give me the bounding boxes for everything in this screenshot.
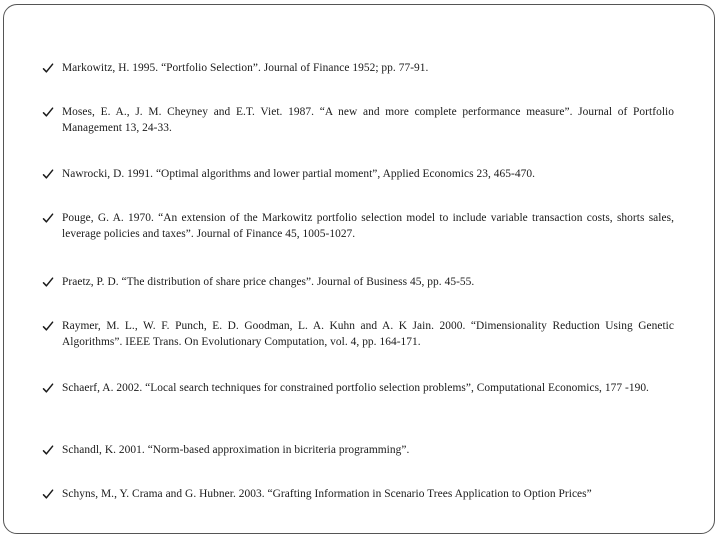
check-mark-icon [42,276,54,288]
reference-item [42,274,674,290]
check-mark-icon [42,488,54,500]
check-mark-icon [42,320,54,332]
reference-text: Moses, E. A., J. M. Cheyney and E.T. Viet. 1987. “A new and more complete performance measure”. Journal of Portfolio Management 13, 24-33. [62,106,674,134]
reference-item [42,210,674,242]
reference-item [42,486,674,502]
check-mark-icon [42,106,54,118]
reference-item [42,380,674,396]
reference-text: Schaerf, A. 2002. “Local search techniques for constrained portfolio selection problems”, Computational Economics, 177 -190. [62,382,649,394]
reference-text: Schandl, K. 2001. “Norm-based approximation in bicriteria programming”. [62,444,410,456]
check-mark-icon [42,212,54,224]
check-mark-icon [42,168,54,180]
reference-text: Markowitz, H. 1995. “Portfolio Selection”. Journal of Finance 1952; pp. 77-91. [62,62,429,74]
reference-text: Nawrocki, D. 1991. “Optimal algorithms and lower partial moment”, Applied Economics 23, 465-470. [62,168,535,180]
reference-item [42,442,674,458]
reference-item [42,166,674,182]
reference-text: Pouge, G. A. 1970. “An extension of the Markowitz portfolio selection model to include variable transaction costs, shorts sales, leverage policies and taxes”. Journal of Finance 45, 1005-1027. [62,212,674,240]
check-mark-icon [42,444,54,456]
check-mark-icon [42,382,54,394]
check-mark-icon [42,62,54,74]
reference-text: Praetz, P. D. “The distribution of share price changes”. Journal of Business 45, pp. 45-55. [62,276,475,288]
reference-item [42,60,674,76]
reference-text: Raymer, M. L., W. F. Punch, E. D. Goodman, L. A. Kuhn and A. K Jain. 2000. “Dimensionality Reduction Using Genetic Algorithms”. IEEE Trans. On Evolutionary Computation, vol. 4, pp. 164-171. [62,320,674,348]
reference-item [42,318,674,350]
reference-text: Schyns, M., Y. Crama and G. Hubner. 2003. “Grafting Information in Scenario Trees Application to Option Prices” [62,488,592,500]
reference-item [42,104,674,136]
